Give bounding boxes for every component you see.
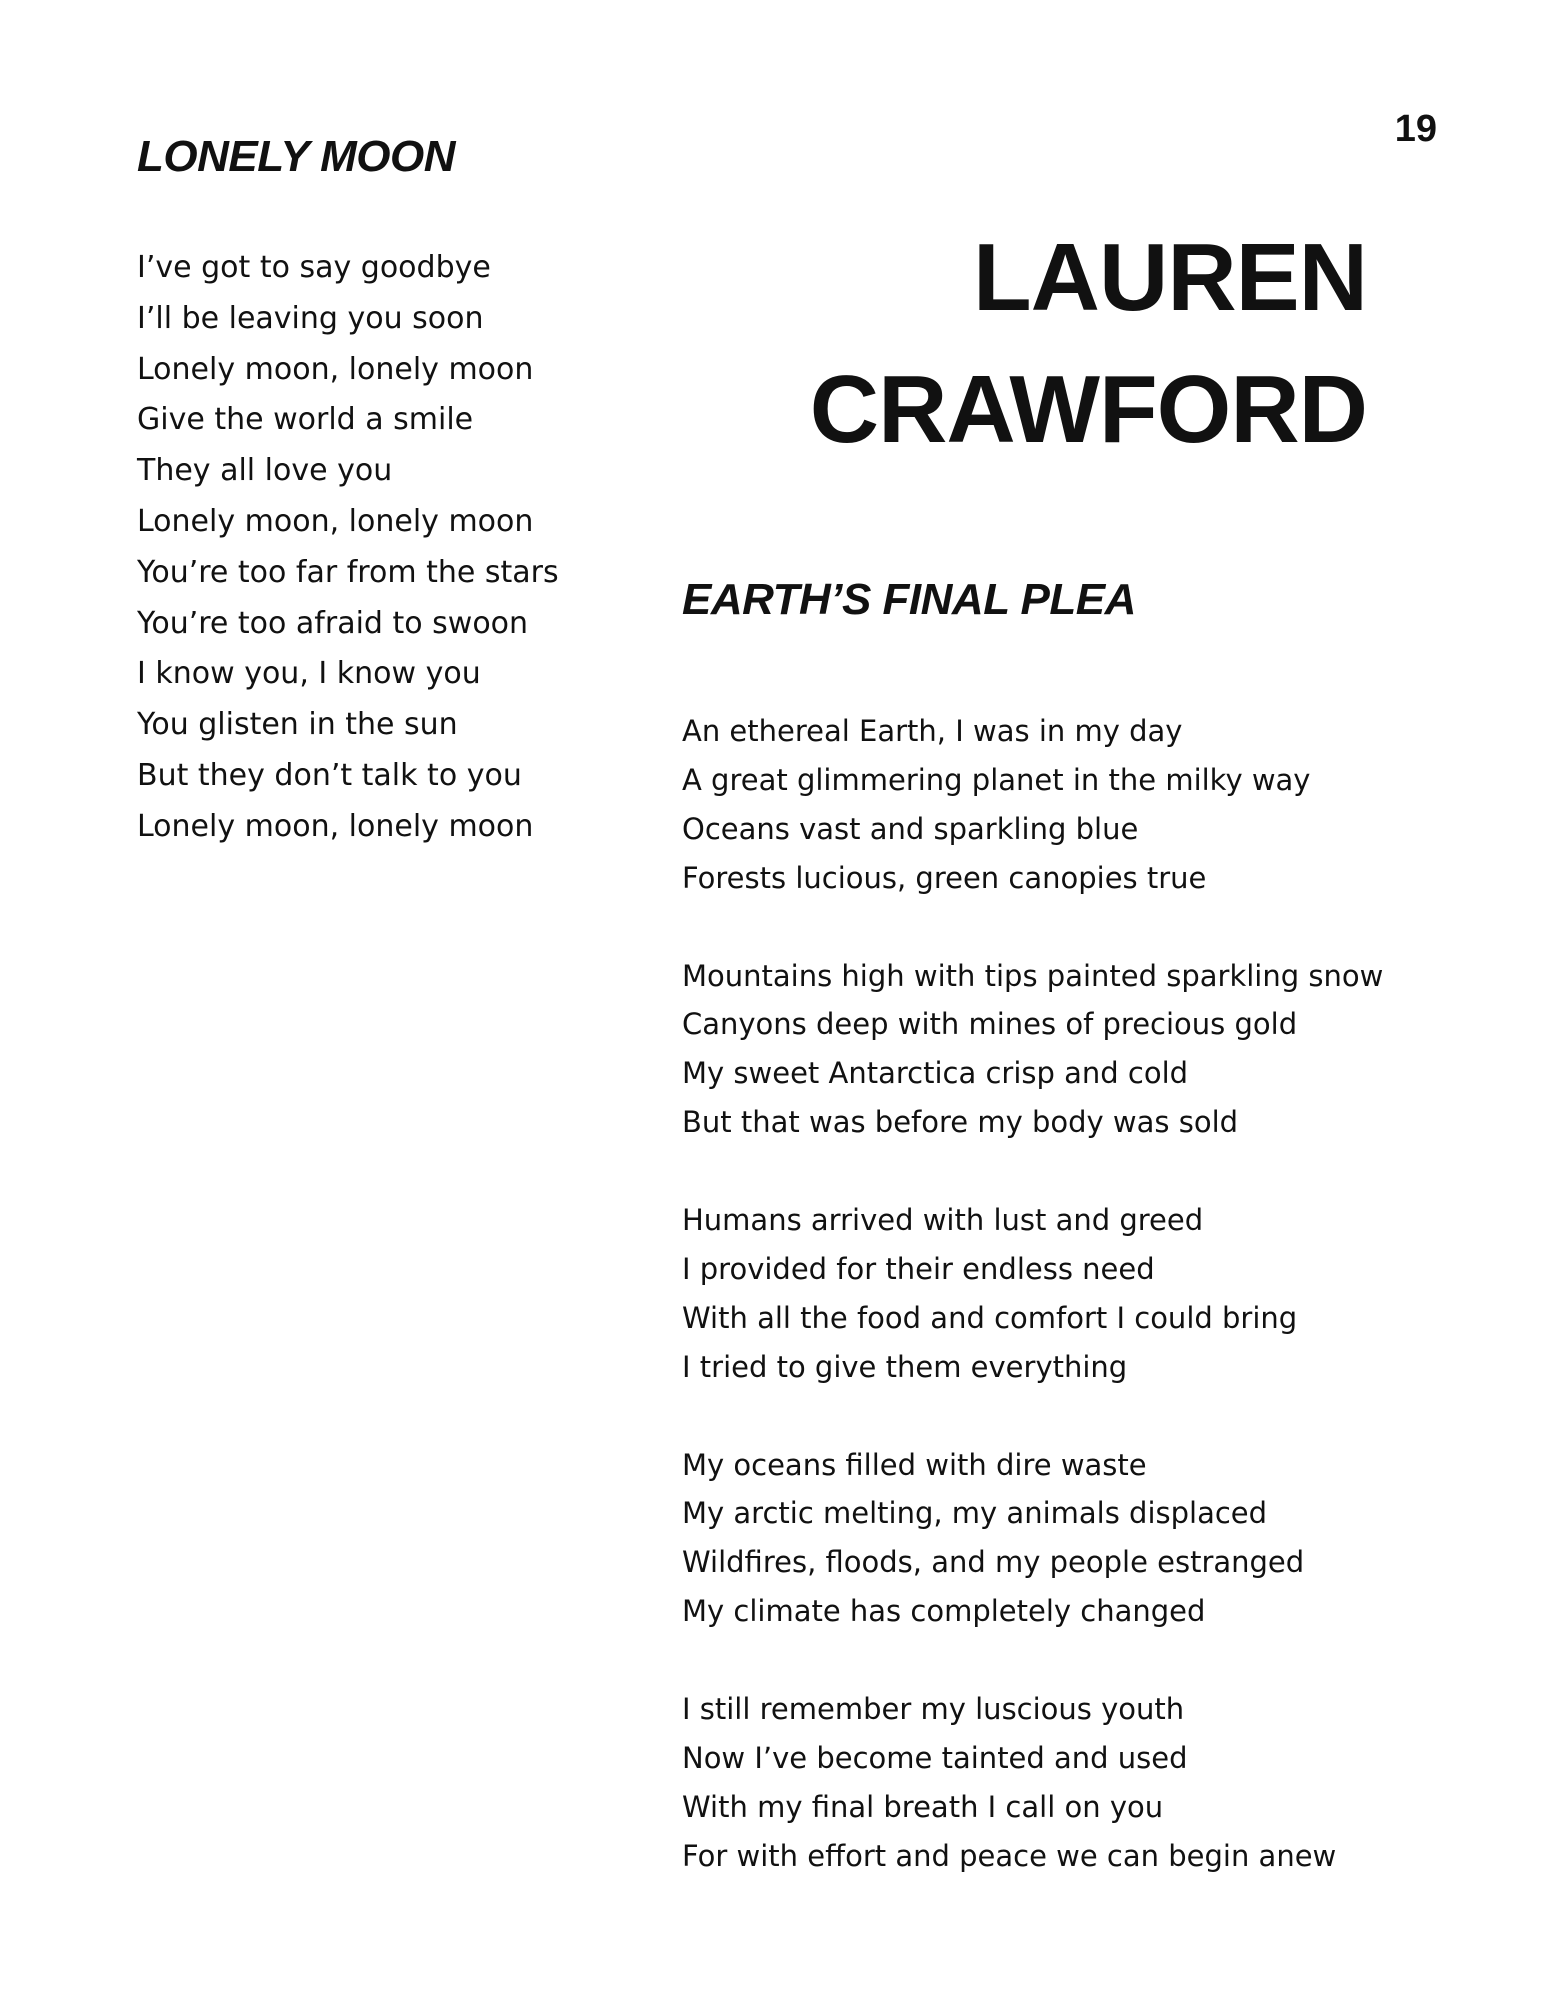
poem-line: My climate has completely changed	[682, 1594, 1206, 1629]
stanza	[682, 1685, 1383, 1881]
page-number: 19	[1394, 108, 1437, 150]
poem-line: I tried to give them everything	[682, 1349, 1128, 1384]
poem-line: Mountains high with tips painted sparkling snow	[682, 958, 1384, 993]
poem-line: Lonely moon, lonely moon	[137, 503, 534, 539]
poem-line: A great glimmering planet in the milky way	[682, 762, 1311, 797]
poem-title-earths-final-plea: EARTH’S FINAL PLEA	[682, 575, 1136, 624]
poem-title-lonely-moon: LONELY MOON	[137, 132, 455, 181]
poem-line: But that was before my body was sold	[682, 1105, 1239, 1140]
stanza	[682, 707, 1383, 903]
poem-line: You’re too far from the stars	[137, 554, 559, 590]
poem-line: Humans arrived with lust and greed	[682, 1203, 1204, 1238]
poem-line: Forests lucious, green canopies true	[682, 860, 1207, 895]
poem-line: An ethereal Earth, I was in my day	[682, 714, 1183, 748]
poem-line: Oceans vast and sparkling blue	[682, 811, 1139, 846]
poem-line: Give the world a smile	[137, 402, 474, 438]
poem-line: Lonely moon, lonely moon	[137, 808, 534, 844]
stanza	[682, 1196, 1383, 1392]
poem-line: My sweet Antarctica crisp and cold	[682, 1056, 1189, 1091]
poem-line: Lonely moon, lonely moon	[137, 351, 534, 387]
poem-line: For with effort and peace we can begin anew	[682, 1838, 1337, 1873]
poem-line: With all the food and comfort I could bring	[682, 1300, 1298, 1335]
poem-line: Canyons deep with mines of precious gold	[682, 1007, 1298, 1042]
poem-line: But they don’t talk to you	[137, 757, 522, 793]
author-first-name: LAUREN	[973, 224, 1367, 331]
stanza	[682, 952, 1383, 1148]
poem-line: They all love you	[137, 453, 393, 489]
poem-line: I provided for their endless need	[682, 1251, 1155, 1286]
poem-line: You glisten in the sun	[137, 707, 458, 743]
poem-line: I still remember my luscious youth	[682, 1692, 1185, 1727]
poem-line: With my final breath I call on you	[682, 1789, 1164, 1824]
poem-line: My oceans filled with dire waste	[682, 1447, 1147, 1482]
author-last-name: CRAWFORD	[809, 356, 1367, 463]
poem-line: Wildfires, floods, and my people estranged	[682, 1545, 1305, 1580]
poem-body-lonely-moon	[137, 243, 559, 853]
poem-line: You’re too afraid to swoon	[137, 605, 529, 641]
poem-line: I’ve got to say goodbye	[137, 250, 491, 285]
poem-line: My arctic melting, my animals displaced	[682, 1496, 1268, 1531]
poem-line: Now I’ve become tainted and used	[682, 1740, 1188, 1775]
poem-line: I know you, I know you	[137, 656, 481, 692]
author-name	[810, 212, 1367, 476]
poem-line: I’ll be leaving you soon	[137, 300, 484, 336]
stanza	[682, 1441, 1383, 1637]
poem-body-earths-final-plea	[682, 707, 1383, 1881]
